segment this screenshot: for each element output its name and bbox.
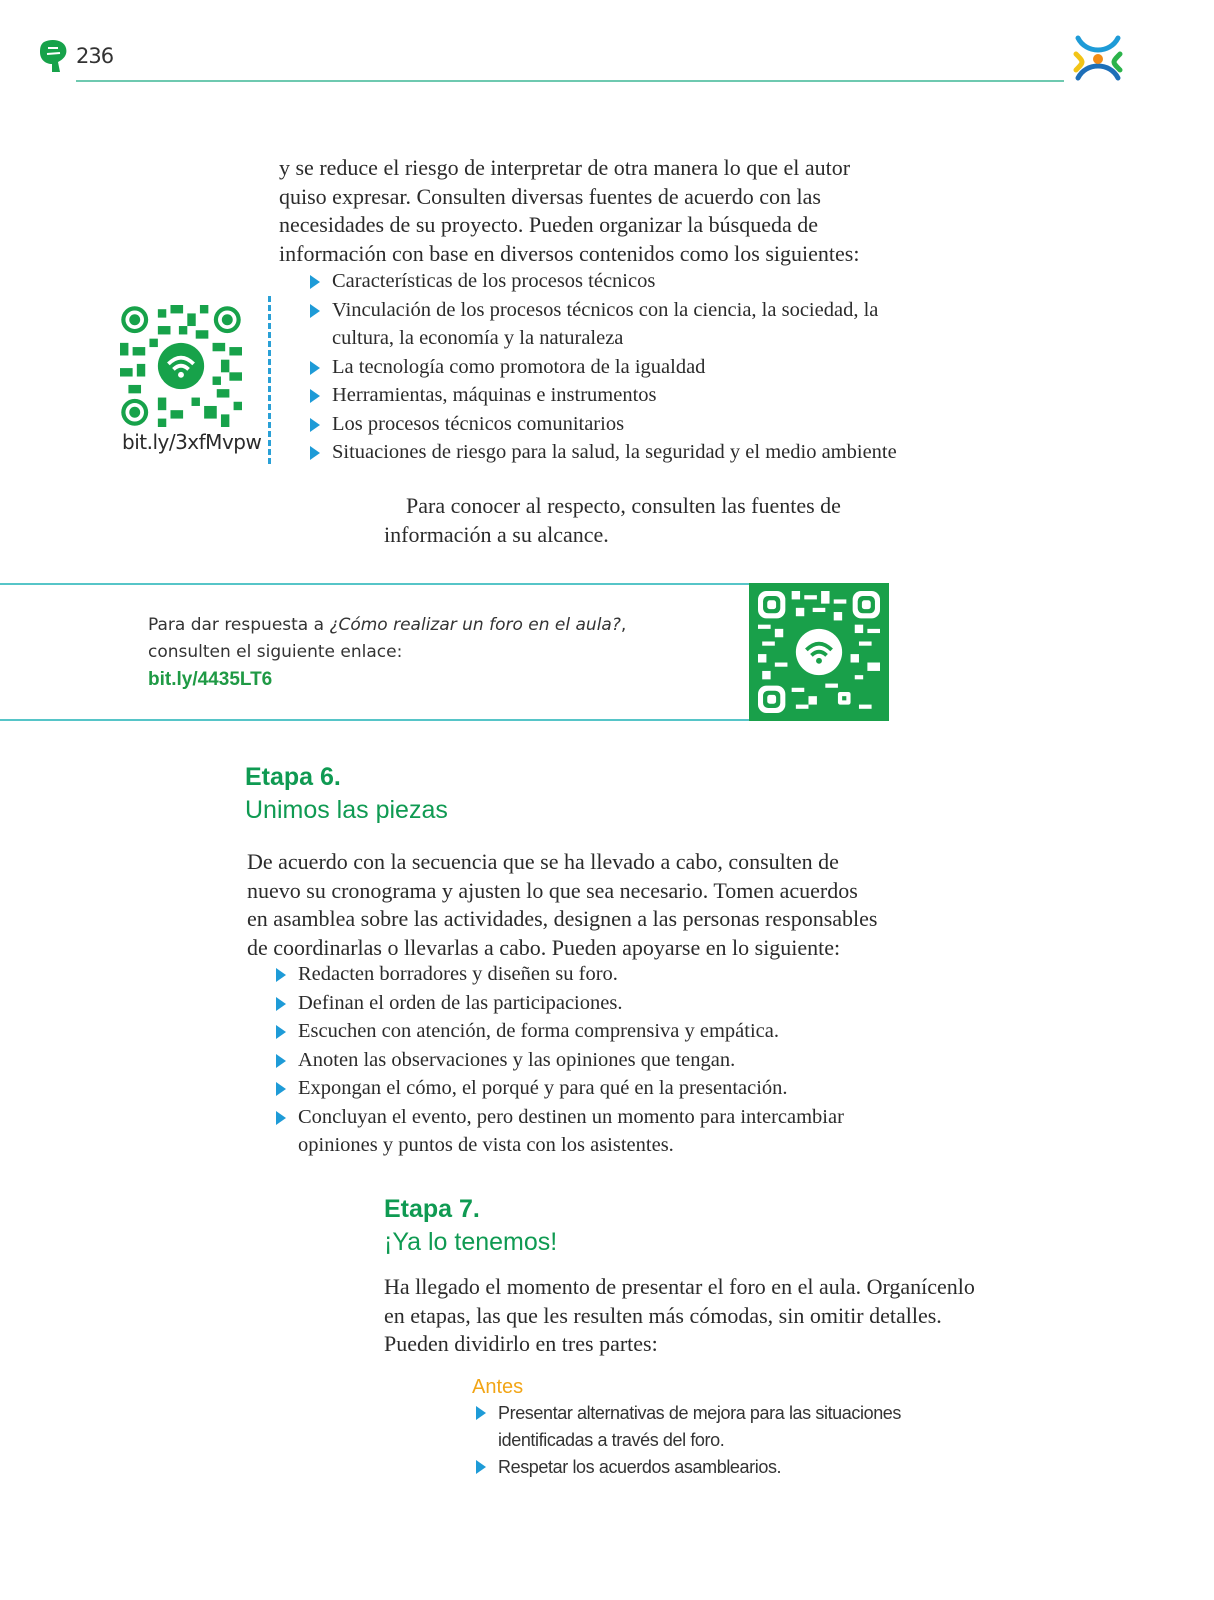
- info-box-text: [148, 612, 626, 693]
- closing-line: información a su alcance.: [384, 521, 609, 547]
- stage6-heading: [245, 761, 448, 827]
- stage6-paragraph: [247, 848, 907, 962]
- qr-code-icon[interactable]: [120, 305, 242, 427]
- stage7-paragraph: [384, 1273, 1064, 1359]
- stage6-bullet-list: [272, 960, 882, 1160]
- closing-paragraph: [384, 492, 904, 549]
- info-box-line: Para dar respuesta a ¿Cómo realizar un foro en el aula?,: [148, 615, 627, 635]
- list-item: Respetar los acuerdos asamblearios.: [472, 1454, 912, 1481]
- list-item: Características de los procesos técnicos: [306, 267, 926, 296]
- stage6-line: nuevo su cronograma y ajusten lo que sea necesario. Tomen acuerdos: [247, 877, 858, 903]
- bullet-triangle-icon: [310, 446, 320, 460]
- list-item: Escuchen con atención, de forma comprensiva y empática.: [272, 1017, 882, 1046]
- intro-line: información con base en diversos contenidos como los siguientes:: [279, 240, 860, 266]
- stage7-bullet-list: [472, 1400, 912, 1481]
- intro-bullet-list: [306, 267, 926, 467]
- list-item: Expongan el cómo, el porqué y para qué en la presentación.: [272, 1074, 882, 1103]
- list-item: Redacten borradores y diseñen su foro.: [272, 960, 882, 989]
- subsection-heading: Antes: [472, 1376, 524, 1398]
- list-item: Los procesos técnicos comunitarios: [306, 410, 926, 439]
- info-box-top-rule: [0, 583, 750, 585]
- bullet-triangle-icon: [276, 1025, 286, 1039]
- bullet-triangle-icon: [476, 1406, 486, 1420]
- book-logo-icon: [1070, 32, 1126, 84]
- list-item: Anoten las observaciones y las opiniones que tengan.: [272, 1046, 882, 1075]
- dashed-divider: [268, 296, 271, 464]
- info-box-link[interactable]: bit.ly/4435LT6: [148, 669, 273, 690]
- stage6-number: Etapa 6.: [245, 763, 341, 791]
- stage7-line: Ha llegado el momento de presentar el foro en el aula. Organícenlo: [384, 1274, 975, 1299]
- info-box-bottom-rule: [0, 719, 750, 721]
- bullet-triangle-icon: [276, 1054, 286, 1068]
- stage7-title: ¡Ya lo tenemos!: [384, 1228, 558, 1256]
- stage6-line: De acuerdo con la secuencia que se ha llevado a cabo, consulten de: [247, 849, 839, 874]
- bullet-triangle-icon: [476, 1460, 486, 1474]
- bullet-triangle-icon: [276, 968, 286, 982]
- bullet-triangle-icon: [276, 997, 286, 1011]
- stage7-line: en etapas, las que les resulten más cómodas, sin omitir detalles.: [384, 1302, 942, 1328]
- list-item: Vinculación de los procesos técnicos con la ciencia, la sociedad, la cultura, la economía y la naturaleza: [306, 296, 926, 353]
- info-box-line: consulten el siguiente enlace:: [148, 642, 403, 662]
- bullet-triangle-icon: [310, 389, 320, 403]
- qr-link-text[interactable]: bit.ly/3xfMvpw: [122, 430, 262, 454]
- page-number: 236: [76, 44, 114, 68]
- bullet-triangle-icon: [310, 361, 320, 375]
- closing-line: Para conocer al respecto, consulten las fuentes de: [406, 493, 841, 518]
- intro-line: necesidades de su proyecto. Pueden organizar la búsqueda de: [279, 212, 819, 237]
- bullet-triangle-icon: [276, 1082, 286, 1096]
- stage7-number: Etapa 7.: [384, 1195, 480, 1223]
- stage6-title: Unimos las piezas: [245, 796, 448, 824]
- stage6-line: de coordinarlas o llevarlas a cabo. Pueden apoyarse en lo siguiente:: [247, 934, 841, 960]
- list-item: La tecnología como promotora de la igualdad: [306, 353, 926, 382]
- list-item: Situaciones de riesgo para la salud, la seguridad y el medio ambiente: [306, 438, 926, 467]
- bullet-triangle-icon: [310, 418, 320, 432]
- intro-paragraph: [279, 154, 919, 268]
- intro-line: quiso expresar. Consulten diversas fuentes de acuerdo con las: [279, 183, 821, 209]
- qr-code-icon[interactable]: [758, 591, 880, 713]
- bullet-triangle-icon: [310, 304, 320, 318]
- list-item: Definan el orden de las participaciones.: [272, 989, 882, 1018]
- intro-line: y se reduce el riesgo de interpretar de otra manera lo que el autor: [279, 155, 851, 180]
- list-item: Presentar alternativas de mejora para las situaciones identificadas a través del foro.: [472, 1400, 912, 1454]
- header-rule: [76, 80, 1064, 82]
- stage7-line: Pueden dividirlo en tres partes:: [384, 1331, 658, 1356]
- bullet-triangle-icon: [310, 275, 320, 289]
- bullet-triangle-icon: [276, 1111, 286, 1125]
- stage7-heading: [384, 1193, 557, 1259]
- list-item: Concluyan el evento, pero destinen un momento para intercambiar opiniones y puntos de vista con los asistentes.: [272, 1103, 882, 1160]
- list-item: Herramientas, máquinas e instrumentos: [306, 381, 926, 410]
- header-leaf-icon: [38, 38, 70, 74]
- stage6-line: en asamblea sobre las actividades, designen a las personas responsables: [247, 906, 878, 931]
